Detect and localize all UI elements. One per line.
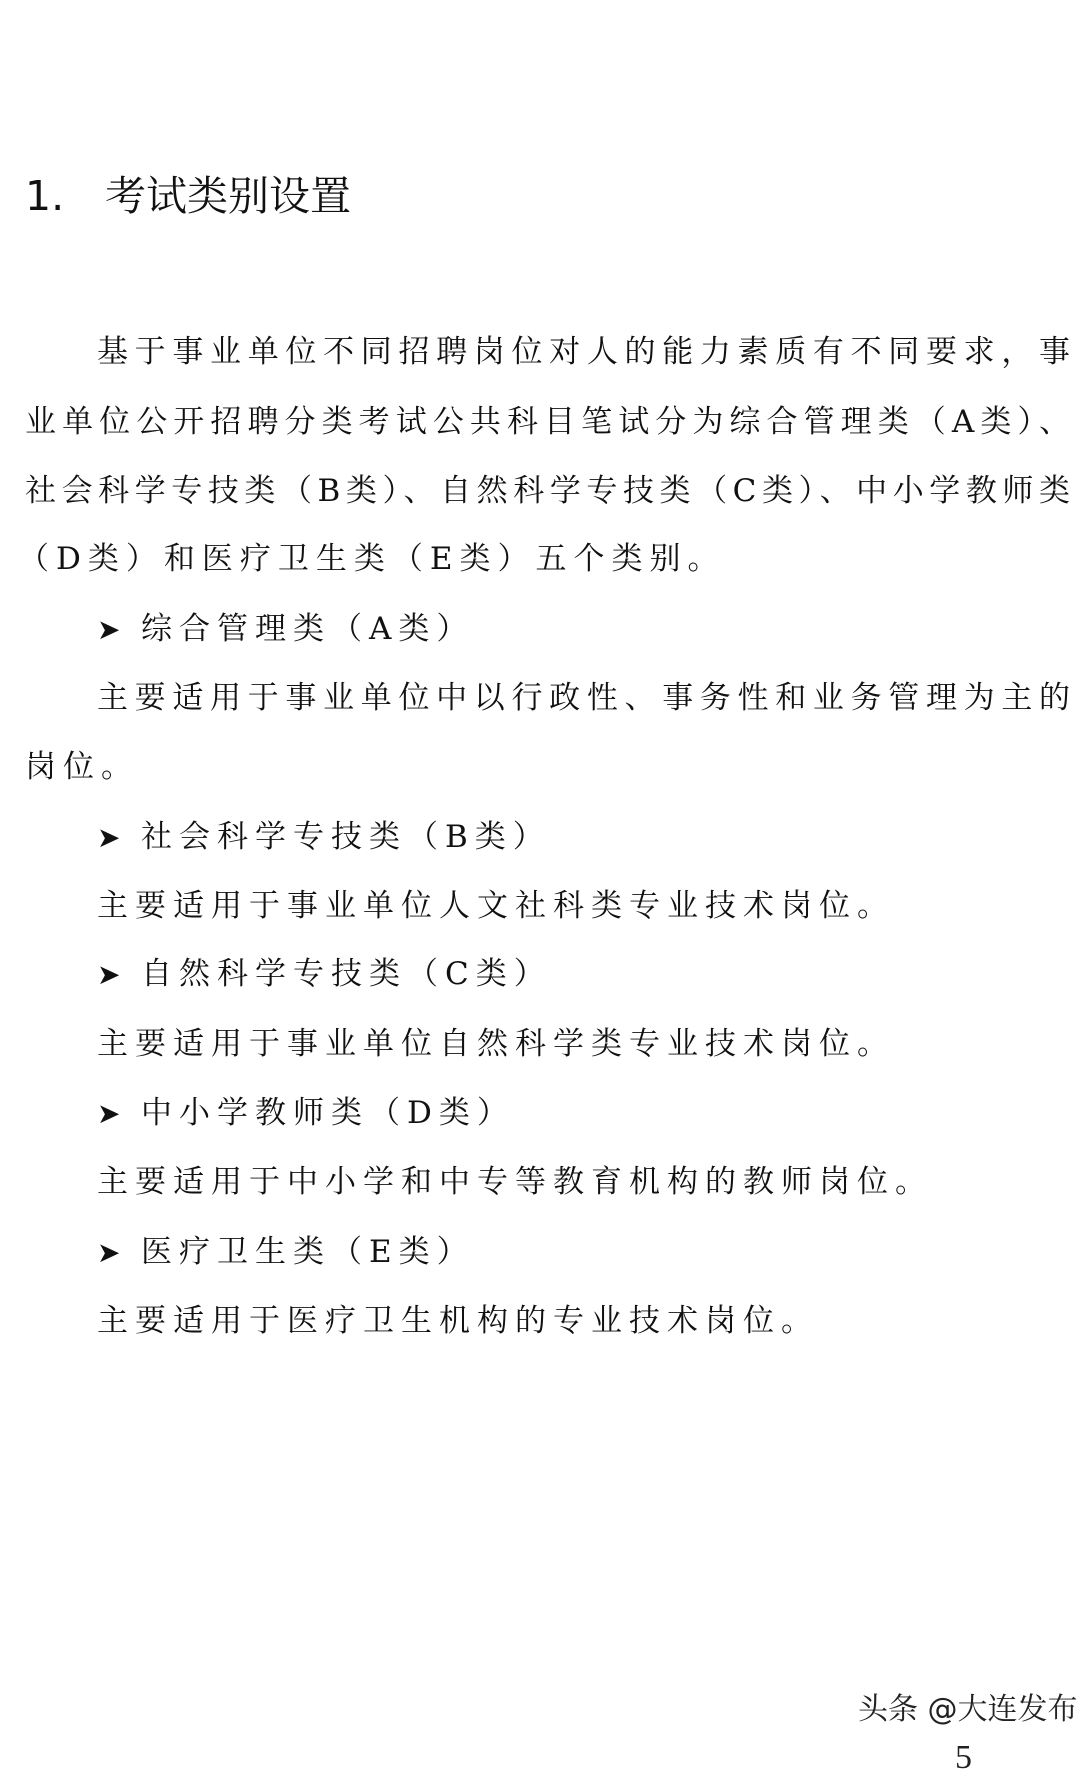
category-desc: 岗位。 — [25, 749, 139, 785]
category-desc: 主要适用于事业单位中以行政性、事务性和业务管理为主的 — [97, 680, 1070, 716]
category-e-heading — [97, 1232, 475, 1273]
category-name: 医疗卫生类（E类） — [141, 1234, 475, 1270]
category-desc: 主要适用于医疗卫生机构的专业技术岗位。 — [97, 1303, 819, 1339]
intro-line: 业单位公开招聘分类考试公共科目笔试分为综合管理类（A类）、 — [25, 404, 1070, 440]
category-desc: 主要适用于事业单位自然科学类专业技术岗位。 — [97, 1026, 895, 1062]
section-number: 1. — [25, 172, 65, 220]
category-a-heading — [97, 609, 474, 650]
category-name: 自然科学专技类（C类） — [141, 956, 552, 992]
arrowhead-bullet-icon: ➤ — [97, 1097, 121, 1130]
category-desc: 主要适用于中小学和中专等教育机构的教师岗位。 — [97, 1164, 933, 1200]
section-heading — [25, 170, 351, 222]
section-title: 考试类别设置 — [105, 172, 351, 220]
category-name: 综合管理类（A类） — [141, 611, 475, 647]
arrowhead-bullet-icon: ➤ — [97, 613, 121, 646]
category-desc: 主要适用于事业单位人文社科类专业技术岗位。 — [97, 888, 895, 924]
category-b-heading — [97, 817, 551, 858]
category-d-heading — [97, 1093, 515, 1134]
arrowhead-bullet-icon: ➤ — [97, 821, 121, 854]
watermark: 头条 @大连发布 — [858, 1692, 1078, 1727]
category-c-heading — [97, 954, 552, 995]
category-name: 中小学教师类（D类） — [141, 1095, 515, 1131]
intro-line: 基于事业单位不同招聘岗位对人的能力素质有不同要求，事 — [97, 334, 1070, 370]
arrowhead-bullet-icon: ➤ — [97, 1236, 121, 1269]
category-name: 社会科学专技类（B类） — [141, 819, 551, 855]
arrowhead-bullet-icon: ➤ — [97, 958, 121, 991]
page-number: 5 — [955, 1739, 972, 1776]
intro-line: 社会科学专技类（B类）、自然科学专技类（C类）、中小学教师类 — [25, 473, 1070, 509]
intro-line: （D类）和医疗卫生类（E类）五个类别。 — [18, 541, 726, 577]
